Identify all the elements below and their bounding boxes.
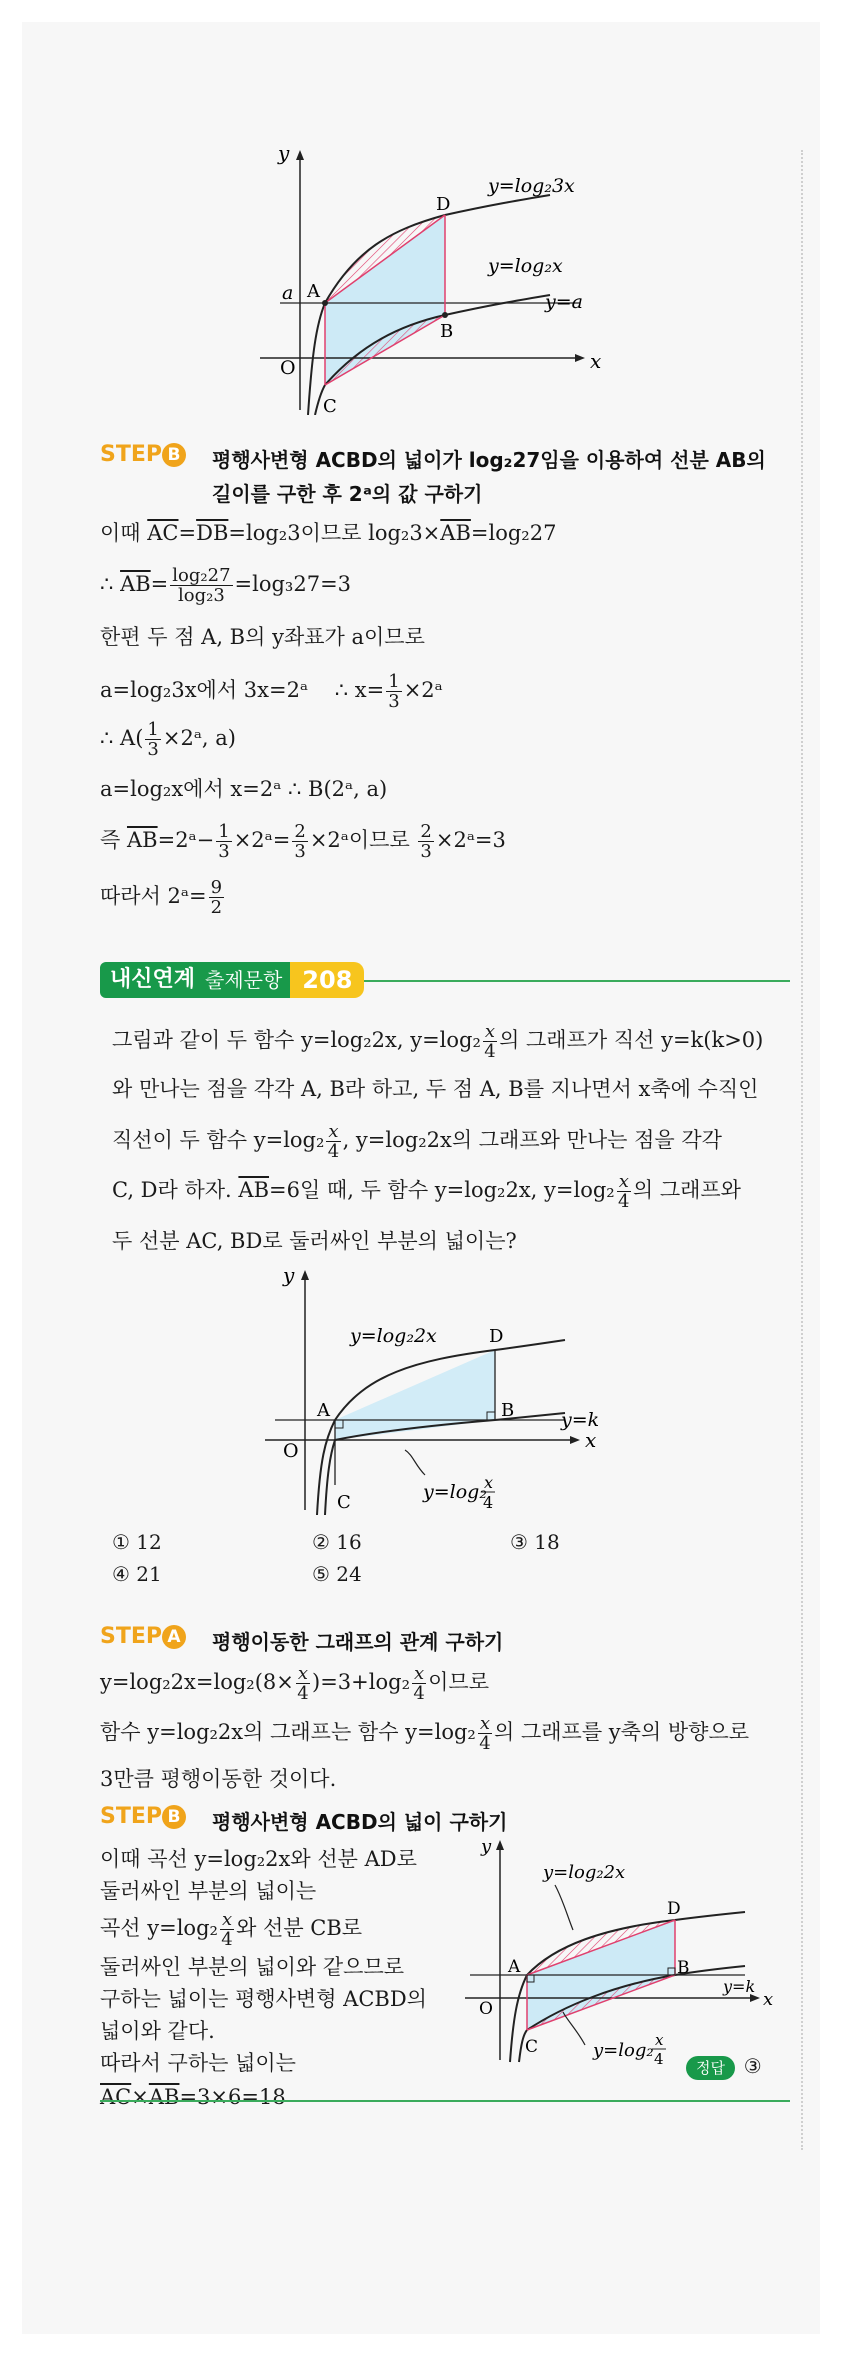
choice-3[interactable]: ③ 18 xyxy=(510,1530,560,1554)
fig3-x-axis-label: x xyxy=(763,1989,774,2010)
choice-5[interactable]: ⑤ 24 xyxy=(312,1562,362,1586)
fig2-line-label: y=k xyxy=(561,1409,600,1431)
fig1-x-axis-label: x xyxy=(590,349,602,373)
step-a-tag: STEP A xyxy=(100,1624,186,1649)
step-b-title-2: 평행사변형 ACBD의 넓이 구하기 xyxy=(212,1810,508,1834)
fig1-point-d: D xyxy=(436,194,451,215)
fig1-line-label: y=a xyxy=(545,291,583,313)
answer-value: ③ xyxy=(743,2054,762,2078)
answer-badge xyxy=(686,2054,762,2078)
sol1-line8: 따라서 2ᵃ= $\frac{9}{2}$ xyxy=(100,877,223,918)
fig1-point-c: C xyxy=(323,396,337,415)
fig3-curve-lower-label: y=log₂ xyxy=(593,2040,654,2061)
fig3-point-a: A xyxy=(508,1957,521,1977)
sol1-line6: a=log₂x에서 x=2ᵃ ∴ B(2ᵃ, a) xyxy=(100,777,388,801)
fig3-point-c: C xyxy=(525,2037,539,2057)
step-a-title: 평행이동한 그래프의 관계 구하기 xyxy=(212,1630,504,1654)
fig2-curve-lower-label: y=log₂ xyxy=(423,1481,487,1503)
problem-line1: 그림과 같이 두 함수 y=log₂2x, y=log₂ $\frac{x}{4}$ 의 그래프가 직선 y=k(k>0) xyxy=(112,1021,764,1062)
fig2-curve-lower-num: x xyxy=(484,1473,494,1492)
fig2-point-c: C xyxy=(337,1492,351,1513)
problem-line3: 직선이 두 함수 y=log₂ $\frac{x}{4}$ , y=log₂2x의 그래프와 만나는 점을 각각 xyxy=(112,1121,722,1162)
figure-1-graph xyxy=(250,140,650,415)
figure-3-graph xyxy=(455,1830,785,2065)
fig3-point-b: B xyxy=(677,1958,690,1978)
fig3-curve-lower-den: 4 xyxy=(654,2050,664,2065)
margin-dotted-line xyxy=(801,150,803,2150)
solA-line3: 3만큼 평행이동한 것이다. xyxy=(100,1767,337,1791)
fig1-point-a: A xyxy=(307,281,320,302)
solB-line2: 둘러싸인 부분의 넓이는 xyxy=(100,1879,317,1903)
step-b-title-line1: 평행사변형 ACBD의 넓이가 log₂27임을 이용하여 선분 AB의 xyxy=(212,448,766,472)
sol1-line4: a=log₂3x에서 3x=2ᵃ ∴ x= $\frac{1}{3}$ ×2ᵃ xyxy=(100,671,443,712)
fig2-origin-label: O xyxy=(283,1440,299,1462)
problem-badge: 내신연계 출제문항 208 xyxy=(100,962,364,998)
fig1-point-b: B xyxy=(440,321,454,342)
solB-line4: 둘러싸인 부분의 넓이와 같으므로 xyxy=(100,1955,405,1979)
fig2-point-a: A xyxy=(317,1400,330,1421)
choice-1[interactable]: ① 12 xyxy=(112,1530,162,1554)
sol1-line5: ∴ A( $\frac{1}{3}$ ×2ᵃ, a) xyxy=(100,719,236,760)
solB-line7: 따라서 구하는 넓이는 xyxy=(100,2051,296,2075)
fig1-curve-upper-label: y=log₂3x xyxy=(488,175,575,197)
fig2-point-d: D xyxy=(489,1326,504,1347)
sol1-line3: 한편 두 점 A, B의 y좌표가 a이므로 xyxy=(100,625,425,649)
answer-label: 정답 xyxy=(686,2056,735,2080)
solB-line6: 넓이와 같다. xyxy=(100,2019,215,2043)
problem-line5: 두 선분 AC, BD로 둘러싸인 부분의 넓이는? xyxy=(112,1229,517,1253)
figure-2-graph xyxy=(255,1260,635,1515)
problem-line4: C, D라 하자. $\overline{AB}=6$일 때, 두 함수 y=log₂2x, y=log₂ $\frac{x}{4}$ 의 그래프와 xyxy=(112,1171,741,1212)
choice-4[interactable]: ④ 21 xyxy=(112,1562,162,1586)
fig2-curve-lower-den: 4 xyxy=(483,1493,494,1512)
bottom-rule xyxy=(100,2100,790,2102)
problem-line2: 와 만나는 점을 각각 A, B라 하고, 두 점 A, B를 지나면서 x축에 수직인 xyxy=(112,1077,759,1101)
solB-line8: $\overline{AC}\times\overline{AB}=3\times 6=18$ xyxy=(100,2085,286,2109)
fig3-curve-lower-num: x xyxy=(655,2031,664,2049)
fig3-origin-label: O xyxy=(479,1999,493,2019)
sol1-line2: ∴ $\overline{AB}=$ $\frac{\text{log₂27}}{\text{log₂3}}$ =log₃27=3 xyxy=(100,565,352,606)
solA-line1: y=log₂2x=log₂(8× $\frac{x}{4}$ )=3+log₂ $\frac{x}{4}$ 이므로 xyxy=(100,1663,489,1704)
fig1-a-label: a xyxy=(282,282,294,304)
fig1-y-axis-label: y xyxy=(278,141,290,165)
sol1-line1: 이때 $\overline{AC}=\overline{DB}=\log_23$이므로 $\log_23\times\overline{AB}=\log_227$ xyxy=(100,521,557,545)
fig2-y-axis-label: y xyxy=(283,1263,295,1287)
solB-line3: 곡선 y=log₂ $\frac{x}{4}$ 와 선분 CB로 xyxy=(100,1909,363,1950)
sol1-line7: 즉 $\overline{AB}=2ᵃ-$ $\frac{1}{3}$ ×2ᵃ= $\frac{2}{3}$ ×2ᵃ이므로 $\frac{2}{3}$ ×2ᵃ=3 xyxy=(100,821,506,862)
solB-line1: 이때 곡선 y=log₂2x와 선분 AD로 xyxy=(100,1847,417,1871)
solB-line5: 구하는 넓이는 평행사변형 ACBD의 xyxy=(100,1987,427,2011)
choice-2[interactable]: ② 16 xyxy=(312,1530,362,1554)
fig2-x-axis-label: x xyxy=(585,1428,597,1452)
solA-line2: 함수 y=log₂2x의 그래프는 함수 y=log₂ $\frac{x}{4}$ 의 그래프를 y축의 방향으로 xyxy=(100,1713,750,1754)
fig2-curve-upper-label: y=log₂2x xyxy=(350,1325,437,1347)
fig3-y-axis-label: y xyxy=(481,1836,492,1857)
fig1-origin-label: O xyxy=(280,357,296,379)
fig3-point-d: D xyxy=(667,1899,681,1919)
fig1-curve-lower-label: y=log₂x xyxy=(488,255,563,277)
step-b-tag-2: STEP B xyxy=(100,1804,186,1829)
fig2-point-b: B xyxy=(501,1400,515,1421)
fig3-line-label: y=k xyxy=(723,1977,756,1996)
fig3-curve-upper-label: y=log₂2x xyxy=(543,1862,626,1883)
step-b-tag-1: STEP B xyxy=(100,442,186,467)
step-b-title-line2: 길이를 구한 후 2ᵃ의 값 구하기 xyxy=(212,482,483,506)
